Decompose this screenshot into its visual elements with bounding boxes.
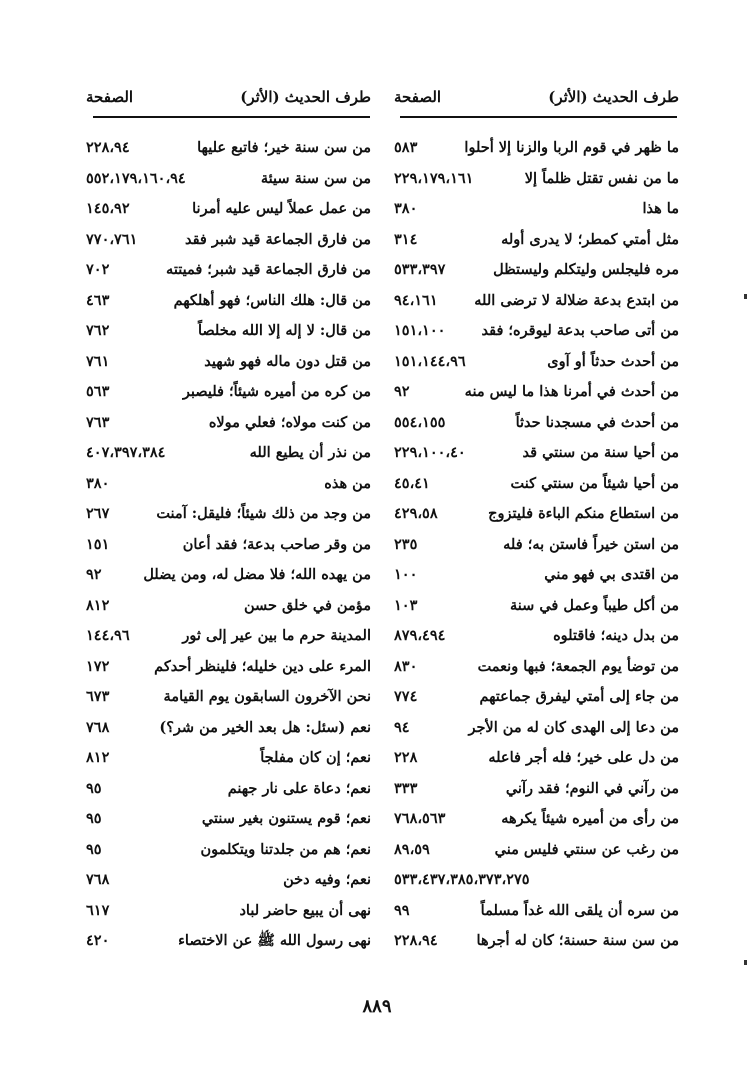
page-references: ٩٤: [394, 718, 410, 736]
right-header-rule: [400, 116, 677, 118]
page-references: ٦١٧: [86, 901, 110, 919]
page-references: ٨١٢: [86, 596, 110, 614]
index-entry: [394, 747, 679, 778]
hadith-incipit: من هذه: [324, 474, 371, 492]
hadith-incipit: من قال: هلك الناس؛ فهو أهلكهم: [173, 291, 371, 309]
page-references: ٢٣٥: [394, 535, 418, 553]
index-entry: [86, 229, 371, 260]
index-entry: [394, 869, 679, 900]
page-references: ١٥١: [86, 535, 110, 553]
index-entry: [394, 381, 679, 412]
page-references: ٩٥: [86, 840, 102, 858]
hadith-incipit: مثل أمتي كمطر؛ لا يدرى أوله: [501, 230, 679, 248]
hadith-incipit: ما ظهر في قوم الربا والزنا إلا أحلوا: [464, 139, 679, 156]
page-references: ٨٣٠: [394, 657, 418, 675]
index-entry: [394, 900, 679, 931]
hadith-incipit: ما هذا: [642, 200, 679, 217]
hadith-incipit: نعم؛ هم من جلدتنا ويتكلمون: [200, 840, 371, 858]
index-entry: [86, 595, 371, 626]
index-entry: [86, 381, 371, 412]
hadith-incipit: نهى أن يبيع حاضر لباد: [239, 901, 371, 919]
hadith-incipit: من فارق الجماعة قيد شبر فقد: [184, 230, 371, 248]
hadith-incipit: نعم؛ قوم يستنون بغير سنتي: [201, 810, 371, 827]
page-references: ٧٧٤: [394, 688, 418, 705]
page-references: ٩٩: [394, 901, 410, 919]
page-references: ٢٢٩،١٠٠،٤٠: [394, 444, 466, 461]
index-entry: [86, 778, 371, 809]
hadith-incipit: من قال: لا إله إلا الله مخلصاً: [197, 322, 371, 339]
page-references: ٢٦٧: [86, 505, 110, 522]
index-entry: [86, 473, 371, 504]
page-references: ٧٧٠،٧٦١: [86, 230, 138, 248]
hadith-incipit: مؤمن في خلق حسن: [243, 596, 371, 614]
index-entry: [86, 412, 371, 443]
hadith-incipit: من كره من أميره شيئاً؛ فليصبر: [182, 383, 371, 400]
page-references: ٤٥،٤١: [394, 474, 430, 492]
right-header-page: الصفحة: [394, 88, 442, 106]
index-entry: [86, 717, 371, 748]
hadith-incipit: من نذر أن يطيع الله: [249, 444, 371, 461]
page-references: ١٤٤،٩٦: [86, 627, 130, 644]
index-entry: [394, 290, 679, 321]
page-references: ٨١٢: [86, 749, 110, 766]
hadith-incipit: من أحدث حدثاً أو آوى: [547, 352, 679, 370]
page-references: ١٠٣: [394, 596, 418, 614]
hadith-incipit: من يهده الله؛ فلا مضل له، ومن يضلل: [143, 566, 371, 583]
index-entry: [394, 717, 679, 748]
hadith-incipit: من سن سنة سيئة: [260, 169, 371, 187]
index-entry: [394, 442, 679, 473]
margin-mark: [744, 960, 747, 965]
page-references: ١٤٥،٩٢: [86, 200, 130, 217]
hadith-incipit: من فارق الجماعة قيد شبر؛ فميتته: [166, 261, 371, 278]
index-entry: [86, 839, 371, 870]
index-entry: [86, 625, 371, 656]
index-entry: [86, 259, 371, 290]
left-header-rule: [93, 116, 370, 118]
index-entry: [394, 778, 679, 809]
hadith-incipit: من توضأ يوم الجمعة؛ فبها ونعمت: [477, 657, 679, 675]
page-references: ٥٥٢،١٧٩،١٦٠،٩٤: [86, 169, 186, 187]
page-references: ٥٣٣،٣٩٧: [394, 261, 446, 278]
index-entry: [394, 320, 679, 351]
hadith-incipit: من قتل دون ماله فهو شهيد: [204, 352, 371, 370]
hadith-incipit: من وجد من ذلك شيئاً؛ فليقل: آمنت: [156, 505, 371, 522]
left-column: [86, 88, 371, 112]
hadith-incipit: من أحدث في أمرنا هذا ما ليس منه: [464, 383, 679, 400]
page-references: ٥٥٤،١٥٥: [394, 413, 446, 431]
page-references: ١٥١،١٤٤،٩٦: [394, 352, 466, 370]
index-entry: [86, 747, 371, 778]
page-references: ٤٦٣: [86, 291, 110, 309]
hadith-incipit: من كنت مولاه؛ فعلي مولاه: [208, 413, 371, 431]
page-references: ٧٠٢: [86, 261, 110, 278]
index-entry: [394, 229, 679, 260]
index-entry: [394, 808, 679, 839]
hadith-incipit: من رأى من أميره شيئاً يكرهه: [501, 810, 679, 827]
index-entry: [86, 290, 371, 321]
index-entry: [394, 625, 679, 656]
hadith-incipit: مره فليجلس وليتكلم وليستظل: [493, 261, 679, 278]
page-references: ٧٦٨: [86, 718, 110, 736]
index-entry: [394, 503, 679, 534]
page-references: ٦٧٣: [86, 688, 110, 705]
hadith-incipit: من رغب عن سنتي فليس مني: [494, 840, 679, 858]
index-entry: [394, 412, 679, 443]
right-column: [394, 88, 679, 112]
index-entry: [394, 259, 679, 290]
index-entry: [394, 534, 679, 565]
page-references: ٧٦١: [86, 352, 110, 370]
page-references: ٧٦٢: [86, 322, 110, 339]
left-column-header: [86, 88, 371, 112]
index-entry: [86, 442, 371, 473]
left-header-title: طرف الحديث (الأثر): [240, 88, 371, 106]
page-references: ٥٦٣: [86, 383, 110, 400]
hadith-incipit: من سن سنة حسنة؛ كان له أجرها: [476, 932, 679, 949]
index-entry: [86, 808, 371, 839]
page-references: ٣١٤: [394, 230, 418, 248]
page-references: ٣٨٠: [86, 474, 110, 492]
index-entry: [394, 473, 679, 504]
index-entry: [394, 930, 679, 961]
page-references: ٩٢: [394, 383, 410, 400]
hadith-incipit: من استطاع منكم الباءة فليتزوج: [488, 505, 679, 522]
index-entry: [86, 503, 371, 534]
hadith-incipit: من سره أن يلقى الله غداً مسلماً: [480, 901, 679, 919]
hadith-incipit: من رآني في النوم؛ فقد رآني: [505, 779, 679, 797]
margin-mark: [744, 294, 747, 299]
page-references: ٢٢٨،٩٤: [394, 932, 438, 949]
hadith-incipit: المرء على دين خليله؛ فلينظر أحدكم: [154, 657, 371, 675]
page-references: ٥٨٣: [394, 139, 418, 156]
page-references: ٣٨٠: [394, 200, 418, 217]
left-entry-list: [86, 137, 371, 961]
index-entry: [86, 351, 371, 382]
index-entry: [86, 198, 371, 229]
page-references: ٩٢: [86, 566, 102, 583]
index-entry: [86, 320, 371, 351]
hadith-incipit: نعم؛ إن كان مفلجاً: [260, 749, 371, 766]
page-references: ٥٣٣،٤٣٧،٣٨٥،٣٧٣،٢٧٥: [394, 871, 530, 888]
index-entry: [394, 839, 679, 870]
page-references: ٧٦٨: [86, 871, 110, 888]
page-references: ١٥١،١٠٠: [394, 322, 446, 339]
hadith-incipit: من استن خيراً فاستن به؛ فله: [503, 535, 679, 553]
hadith-incipit: نعم (سئل: هل بعد الخير من شر؟): [159, 718, 371, 736]
right-column-header: [394, 88, 679, 112]
hadith-incipit: من أكل طيباً وعمل في سنة: [509, 596, 679, 614]
page-references: ٧٦٣: [86, 413, 110, 431]
page-references: ٤٢٠: [86, 932, 110, 949]
page-references: ٤٠٧،٣٩٧،٣٨٤: [86, 444, 166, 461]
hadith-incipit: من أحيا سنة من سنتي قد: [522, 444, 679, 461]
index-entry: [86, 686, 371, 717]
page-references: ٣٣٣: [394, 779, 418, 797]
index-entry: [394, 198, 679, 229]
index-entry: [394, 137, 679, 168]
page-references: ٩٥: [86, 810, 102, 827]
hadith-incipit: من أحيا شيئاً من سنتي كنت: [510, 474, 679, 492]
hadith-incipit: من دل على خير؛ فله أجر فاعله: [488, 749, 679, 766]
index-entry: [86, 137, 371, 168]
index-entry: [86, 869, 371, 900]
hadith-incipit: من وقر صاحب بدعة؛ فقد أعان: [182, 535, 371, 553]
hadith-incipit: المدينة حرم ما بين عير إلى ثور: [182, 627, 371, 644]
page-references: ٨٧٩،٤٩٤: [394, 627, 446, 644]
hadith-incipit: من بدل دينه؛ فاقتلوه: [553, 627, 679, 644]
hadith-incipit: من أحدث في مسجدنا حدثاً: [515, 413, 679, 431]
page-references: ٤٢٩،٥٨: [394, 505, 438, 522]
page-references: ٩٤،١٦١: [394, 291, 438, 309]
hadith-incipit: نعم؛ دعاة على نار جهنم: [227, 779, 371, 797]
page-references: ٢٢٨،٩٤: [86, 139, 130, 156]
left-header-page: الصفحة: [86, 88, 134, 106]
hadith-incipit: من سن سنة خير؛ فاتبع عليها: [197, 139, 371, 156]
hadith-incipit: نعم؛ وفيه دخن: [283, 871, 371, 888]
hadith-incipit: من عمل عملاً ليس عليه أمرنا: [192, 200, 371, 217]
index-entry: [86, 534, 371, 565]
hadith-incipit: من جاء إلى أمتي ليفرق جماعتهم: [479, 688, 679, 705]
index-entry: [86, 930, 371, 961]
index-entry: [394, 656, 679, 687]
page-references: ٢٢٨: [394, 749, 418, 766]
page-references: ١٠٠: [394, 566, 418, 583]
page-references: ٧٦٨،٥٦٣: [394, 810, 446, 827]
index-entry: [394, 351, 679, 382]
hadith-incipit: ما من نفس تقتل ظلماً إلا: [524, 169, 679, 187]
page-references: ١٧٢: [86, 657, 110, 675]
index-entry: [394, 168, 679, 199]
index-entry: [86, 656, 371, 687]
hadith-incipit: من أتى صاحب بدعة ليوقره؛ فقد: [481, 322, 679, 339]
right-header-title: طرف الحديث (الأثر): [548, 88, 679, 106]
index-entry: [394, 564, 679, 595]
index-entry: [86, 900, 371, 931]
hadith-incipit: من ابتدع بدعة ضلالة لا ترضى الله: [474, 291, 679, 309]
index-entry: [86, 168, 371, 199]
hadith-incipit: نحن الآخرون السابقون يوم القيامة: [163, 688, 371, 705]
hadith-incipit: من دعا إلى الهدى كان له من الأجر: [468, 718, 679, 736]
page-references: ٩٥: [86, 779, 102, 797]
page-references: ٨٩،٥٩: [394, 840, 430, 858]
hadith-incipit: نهى رسول الله ﷺ عن الاختصاء: [178, 932, 371, 949]
right-entry-list: [394, 137, 679, 961]
page-number: ٨٨٩: [362, 996, 392, 1017]
page-references: ٢٢٩،١٧٩،١٦١: [394, 169, 474, 187]
index-entry: [394, 686, 679, 717]
index-entry: [394, 595, 679, 626]
hadith-incipit: من اقتدى بي فهو مني: [544, 566, 679, 583]
index-entry: [86, 564, 371, 595]
